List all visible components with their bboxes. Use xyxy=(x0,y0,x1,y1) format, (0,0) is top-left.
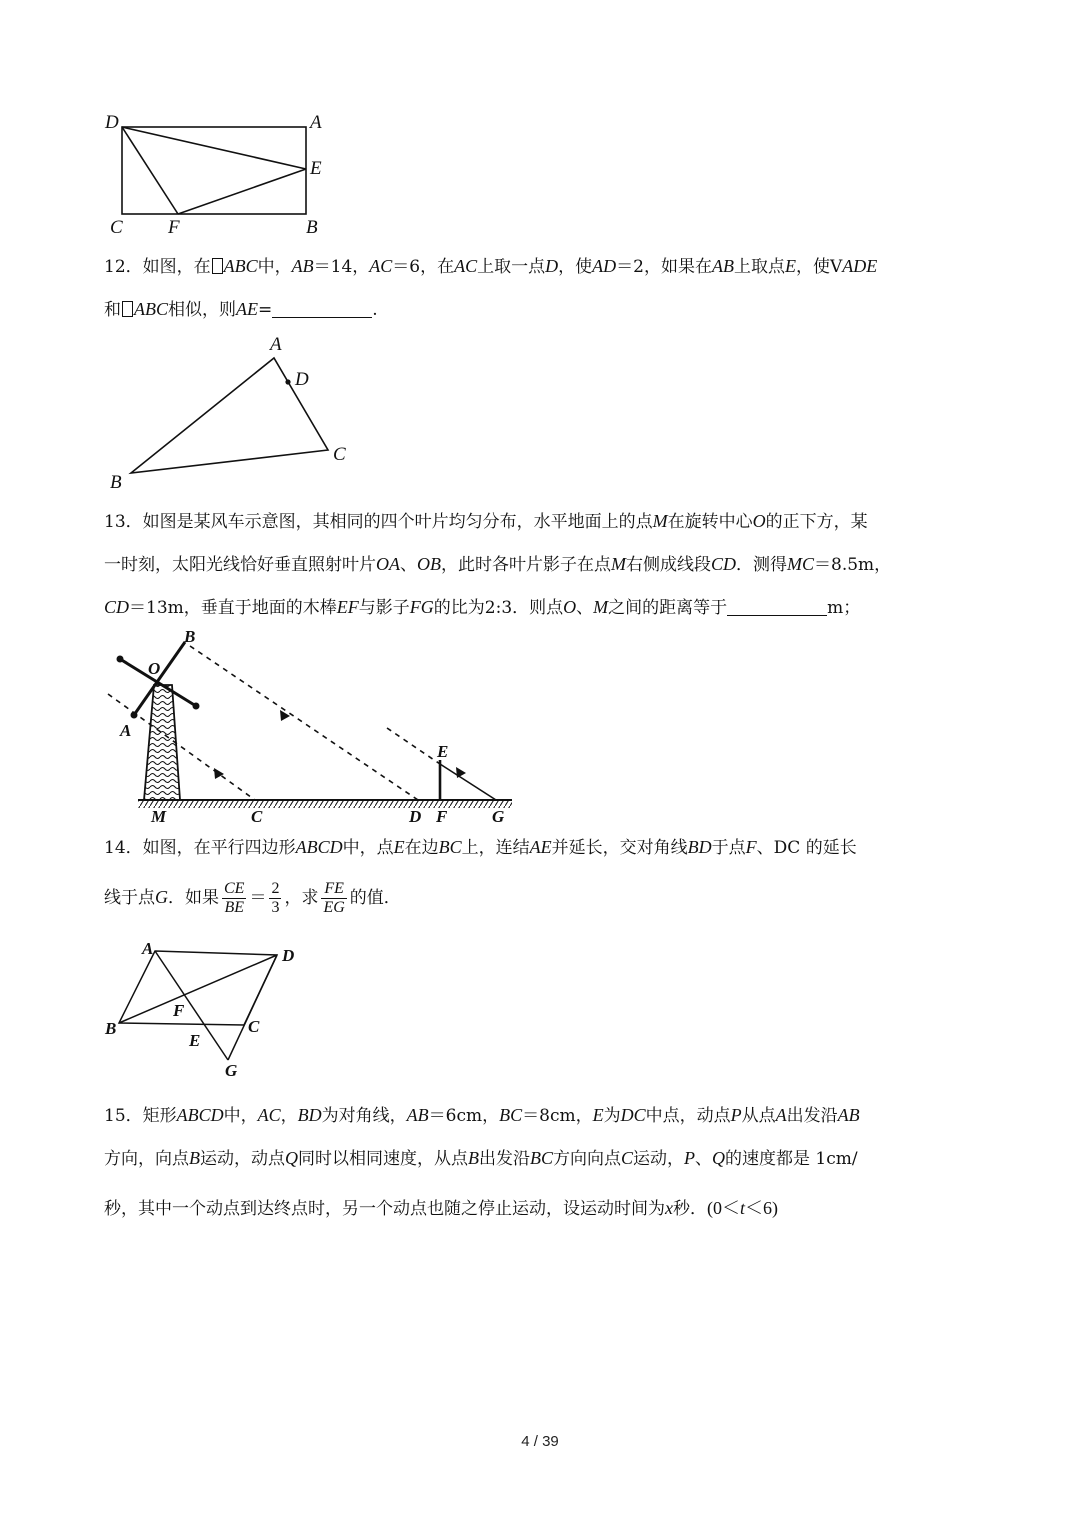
question-14-line-2: 线于点G．如果 $\frac{CE}{BE}$ ＝ $\frac{2}{3}$ ，求 $\frac{FE}{EG}$ 的值． xyxy=(104,880,401,916)
fraction-2-3: $\frac{2}{3}$ xyxy=(271,880,280,916)
label-G: G xyxy=(492,807,505,826)
label-D: D xyxy=(295,369,309,390)
label-A: A xyxy=(120,721,132,740)
figure-rectangle-dabc xyxy=(100,108,340,240)
label-F: F xyxy=(173,1001,185,1020)
label-C: C xyxy=(248,1017,260,1036)
label-C: C xyxy=(110,217,123,238)
label-B: B xyxy=(110,472,122,493)
label-M: M xyxy=(151,807,167,826)
label-G: G xyxy=(225,1061,238,1080)
page-number: 4 / 39 xyxy=(521,1433,559,1450)
label-D: D xyxy=(282,946,295,965)
label-O: O xyxy=(148,659,161,678)
question-15-line-1: 15．矩形ABCD中，AC，BD为对角线，AB＝6cm，BC＝8cm，E为DC中点，动点P从点A出发沿AB xyxy=(104,1105,860,1126)
label-E: E xyxy=(310,158,322,179)
question-13-line-1: 13．如图是某风车示意图，其相同的四个叶片均匀分布，水平地面上的点M在旋转中心O的正下方，某 xyxy=(104,511,868,532)
label-F: F xyxy=(168,217,180,238)
question-14-line-1: 14．如图，在平行四边形ABCD中，点E在边BC上，连结AE并延长，交对角线BD于点F、DC 的延长 xyxy=(104,837,857,858)
label-B: B xyxy=(184,627,196,646)
label-B: B xyxy=(306,217,318,238)
question-12-line-2: 和 ABC相似，则AE= . xyxy=(104,299,378,320)
fraction-ce-be: $\frac{CE}{BE}$ xyxy=(224,880,245,916)
answer-blank[interactable] xyxy=(727,597,827,616)
label-A: A xyxy=(142,939,154,958)
label-C: C xyxy=(333,444,346,465)
question-13-line-3: CD＝13m，垂直于地面的木棒EF与影子FG的比为2:3．则点O、M之间的距离等于 m； xyxy=(104,597,861,618)
label-A: A xyxy=(310,112,322,133)
answer-blank[interactable] xyxy=(272,299,372,318)
label-B: B xyxy=(105,1019,117,1038)
figure-triangle-abc xyxy=(100,332,360,492)
question-15-line-3: 秒，其中一个动点到达终点时，另一个动点也随之停止运动，设运动时间为x秒．(0＜t＜6) xyxy=(104,1198,779,1219)
question-15-line-2: 方向，向点B运动，动点Q同时以相同速度，从点B出发沿BC方向向点C运动，P、Q的速度都是 1cm/ xyxy=(104,1148,858,1169)
figure-windmill xyxy=(100,622,520,832)
question-13-line-2: 一时刻，太阳光线恰好垂直照射叶片OA、OB，此时各叶片影子在点M右侧成线段CD．测得MC＝8.5m， xyxy=(104,554,892,575)
figure-parallelogram-abcd xyxy=(100,934,320,1084)
label-D: D xyxy=(409,807,422,826)
label-E: E xyxy=(437,742,449,761)
label-D: D xyxy=(105,112,119,133)
label-C: C xyxy=(251,807,263,826)
fraction-fe-eg: $\frac{FE}{EG}$ xyxy=(323,880,345,916)
label-F: F xyxy=(436,807,448,826)
label-E: E xyxy=(189,1031,201,1050)
label-A: A xyxy=(270,334,282,355)
question-12-line-1: 12．如图，在 ABC中，AB＝14，AC＝6，在AC上取一点D，使AD＝2，如果在AB上取点E，使VADE xyxy=(104,256,878,277)
